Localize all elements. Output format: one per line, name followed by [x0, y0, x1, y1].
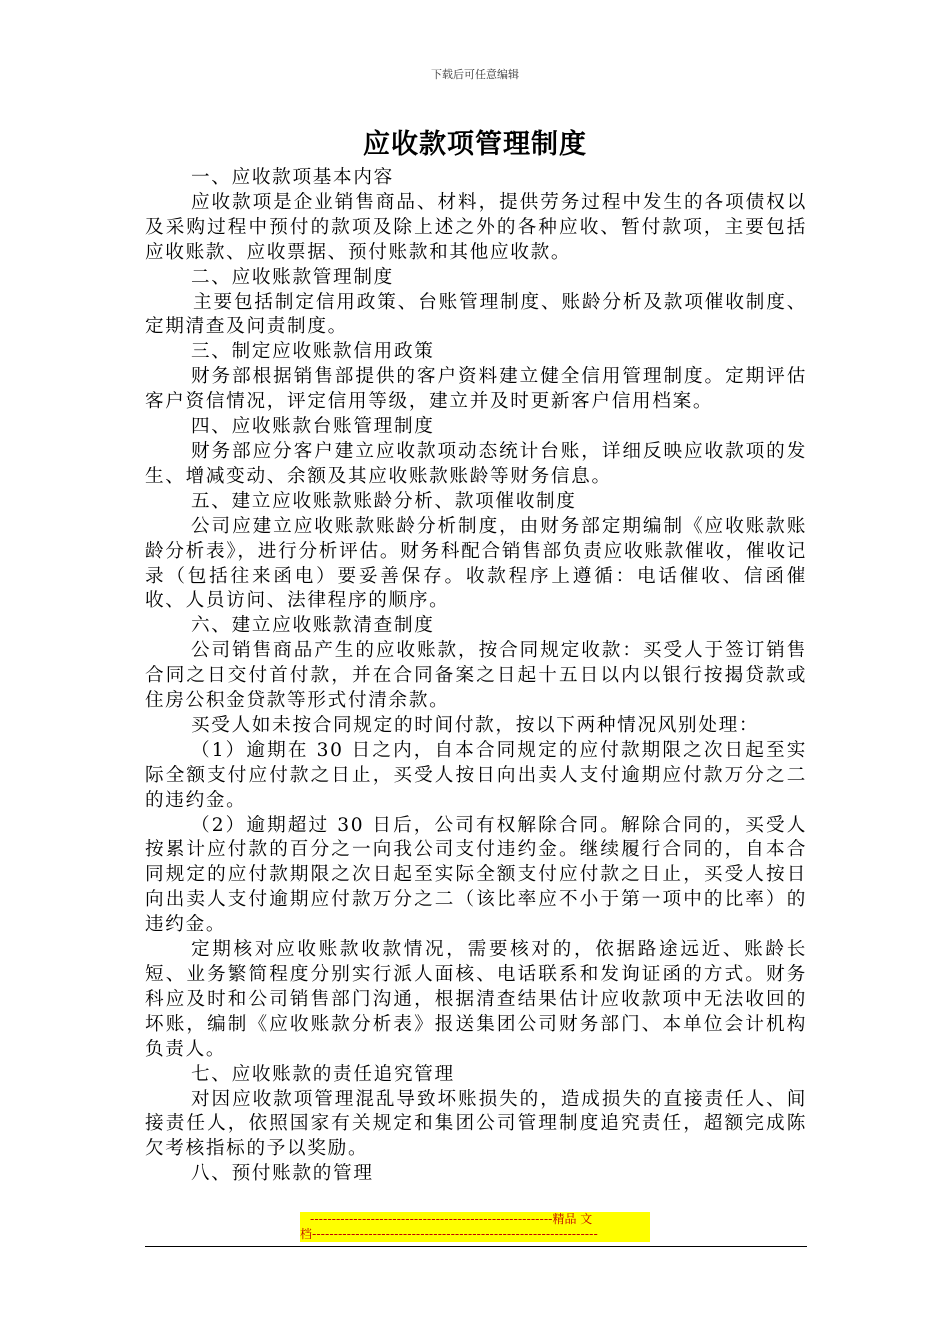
- section-heading-4: 四、应收账款台账管理制度: [191, 416, 435, 438]
- section-heading-5: 五、建立应收账款账龄分析、款项催收制度: [191, 490, 577, 512]
- footer-watermark-banner: [300, 1212, 650, 1242]
- section-heading-2: 二、应收账款管理制度: [191, 266, 394, 288]
- footer-divider: [145, 1246, 807, 1247]
- paragraph: 对因应收款项管理混乱导致坏账损失的，造成损失的直接责任人、间接责任人，依照国家有关规定和集团公司管理制度追究责任，超额完成陈欠考核指标的予以奖励。: [145, 1088, 807, 1160]
- paragraph: （2）逾期超过 30 日后，公司有权解除合同。解除合同的，买受人按累计应付款的百分之一向我公司支付违约金。继续履行合同的，自本合同规定的应付款期限之次日起至实际全额支付应付款之日止，买受人按日向出卖人支付逾期应付款万分之二（该比率应不小于第一项中的比率）的违约金。: [145, 814, 807, 936]
- paragraph: 买受人如未按合同规定的时间付款，按以下两种情况风别处理：: [191, 714, 760, 736]
- section-heading-3: 三、制定应收账款信用政策: [191, 341, 435, 363]
- paragraph: （1）逾期在 30 日之内，自本合同规定的应付款期限之次日起至实际全额支付应付款之日止，买受人按日向出卖人支付逾期应付款万分之二的违约金。: [145, 739, 807, 811]
- footer-line-1: --------------------------------------------------------精品 文: [310, 1212, 593, 1226]
- footer-line-2: 档------------------------------------------------------------------: [300, 1227, 598, 1241]
- paragraph: 财务部应分客户建立应收款项动态统计台账，详细反映应收款项的发生、增减变动、余额及其应收账款账龄等财务信息。: [145, 440, 807, 487]
- document-title: 应收款项管理制度: [363, 129, 587, 160]
- paragraph: 财务部根据销售部提供的客户资料建立健全信用管理制度。定期评估客户资信情况，评定信用等级，建立并及时更新客户信用档案。: [145, 366, 807, 413]
- paragraph: 公司应建立应收账款账龄分析制度，由财务部定期编制《应收账款账龄分析表》，进行分析评估。财务科配合销售部负责应收账款催收，催收记录（包括往来函电）要妥善保存。收款程序上遵循：电话催收、信函催收、人员访问、法律程序的顺序。: [145, 515, 807, 612]
- section-heading-8: 八、预付账款的管理: [191, 1163, 374, 1185]
- page-header: 下载后可任意编辑: [431, 68, 519, 81]
- paragraph: 应收款项是企业销售商品、材料，提供劳务过程中发生的各项债权以及采购过程中预付的款项及除上述之外的各种应收、暂付款项，主要包括应收账款、应收票据、预付账款和其他应收款。: [145, 191, 807, 263]
- document-body: [145, 166, 807, 1187]
- section-heading-1: 一、应收款项基本内容: [191, 167, 394, 188]
- section-heading-6: 六、建立应收账款清查制度: [191, 615, 435, 637]
- paragraph: 定期核对应收账款收款情况，需要核对的，依据路途远近、账龄长短、业务繁简程度分别实行派人面核、电话联系和发询证函的方式。财务科应及时和公司销售部门沟通，根据清查结果估计应收款项中无法收回的坏账，编制《应收账款分析表》报送集团公司财务部门、本单位会计机构负责人。: [145, 939, 807, 1060]
- section-heading-7: 七、应收账款的责任追究管理: [191, 1063, 455, 1085]
- paragraph: 公司销售商品产生的应收账款，按合同规定收款：买受人于签订销售合同之日交付首付款，并在合同备案之日起十五日以内以银行按揭贷款或住房公积金贷款等形式付清余款。: [145, 640, 807, 712]
- paragraph: 主要包括制定信用政策、台账管理制度、账龄分析及款项催收制度、定期清查及问责制度。: [145, 291, 807, 338]
